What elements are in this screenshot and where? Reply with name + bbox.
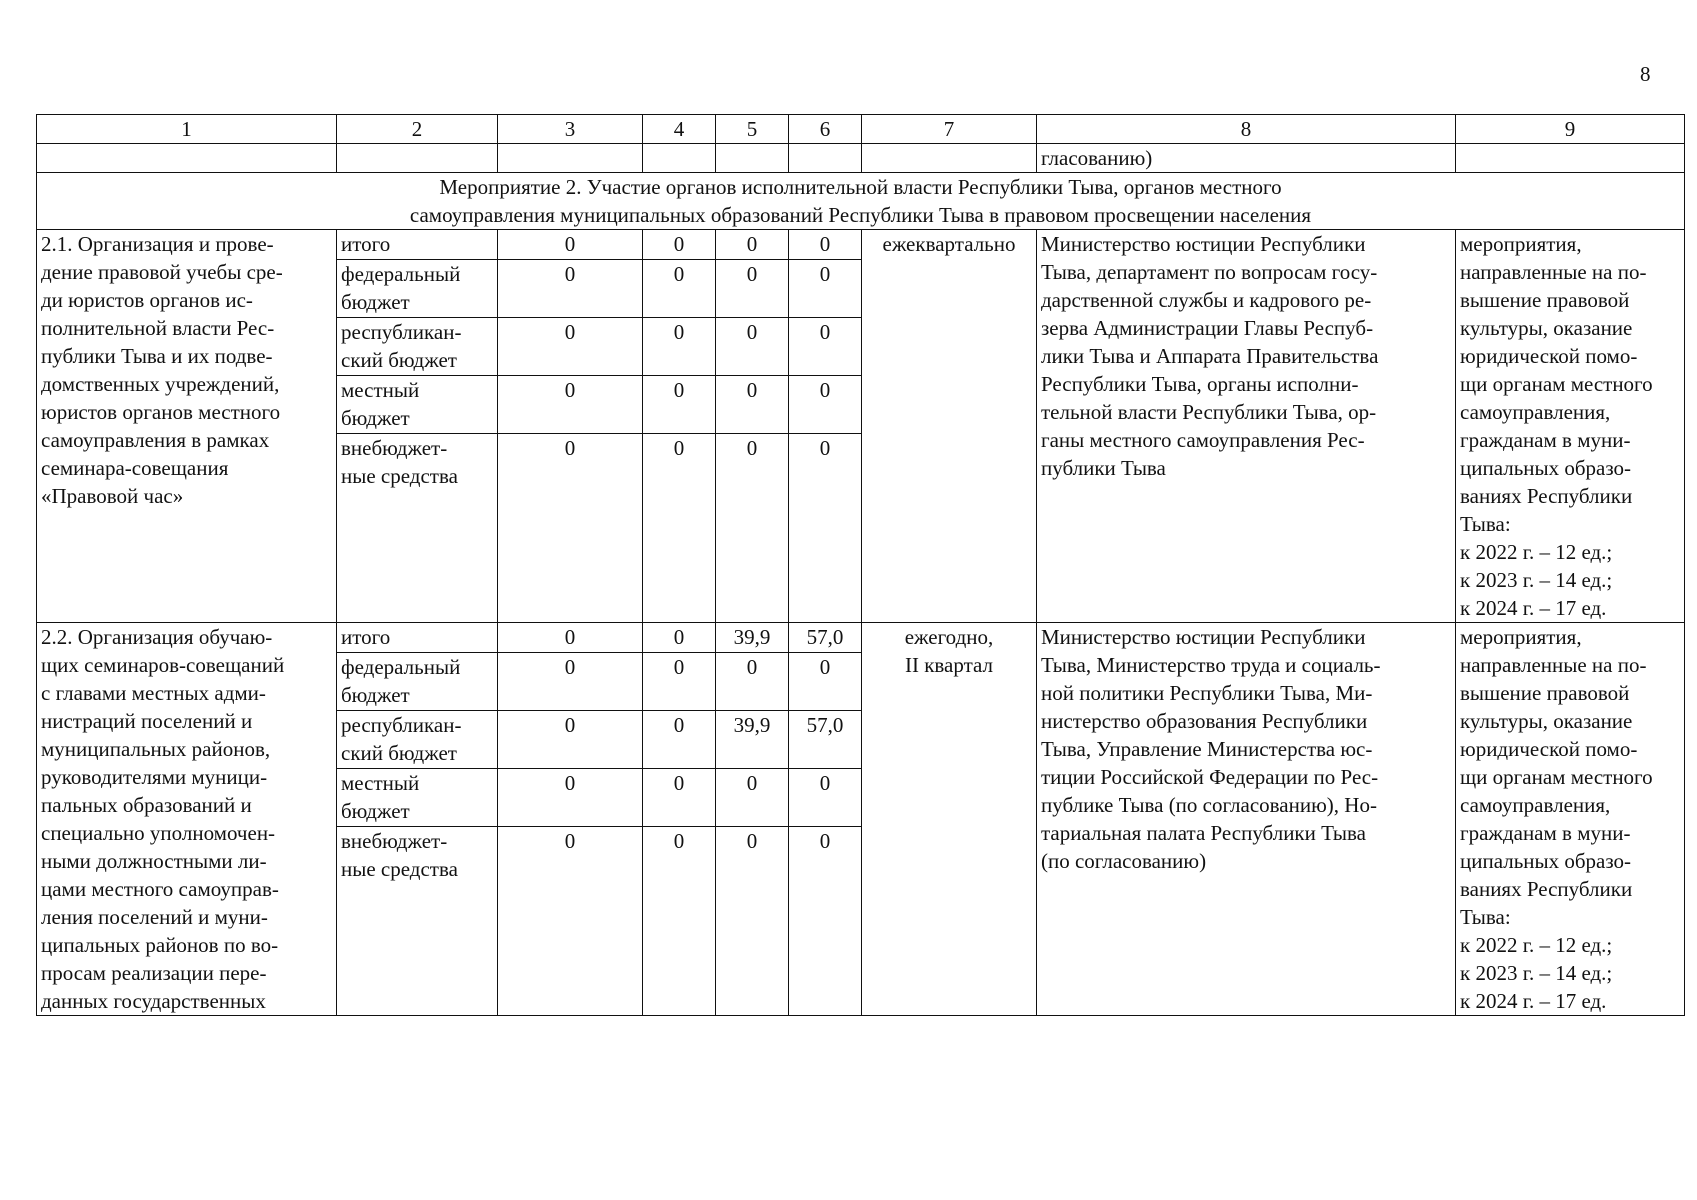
value-cell: 0	[498, 652, 643, 710]
funding-source: федеральный бюджет	[337, 259, 498, 317]
header-cell: 9	[1456, 115, 1685, 144]
value-cell: 0	[498, 827, 643, 1016]
value-cell: 0	[498, 230, 643, 260]
header-cell: 6	[789, 115, 862, 144]
value-cell: 0	[716, 375, 789, 433]
value-cell: 0	[643, 375, 716, 433]
value-cell: 0	[789, 434, 862, 623]
value-cell: 57,0	[789, 623, 862, 653]
value-cell: 0	[716, 768, 789, 826]
value-cell: 57,0	[789, 710, 862, 768]
activity-name: 2.1. Организация и прове- дение правовой учебы сре- ди юристов органов ис- полнительной власти Рес- публики Тыва и их подве- домственных учреждений, юристов органов местного самоуправления в рамках семинара-совещания «Правовой час»	[37, 230, 337, 623]
funding-source: внебюджет- ные средства	[337, 434, 498, 623]
value-cell: 0	[716, 652, 789, 710]
period: ежеквартально	[862, 230, 1037, 623]
value-cell: 0	[498, 375, 643, 433]
header-cell: 2	[337, 115, 498, 144]
table-row	[37, 230, 1685, 260]
header-cell: 4	[643, 115, 716, 144]
executors: Министерство юстиции Республики Тыва, департамент по вопросам госу- дарственной службы и кадрового ре- зерва Администрации Главы Респуб- лики Тыва и Аппарата Правительства Республики Тыва, органы исполни- тельной власти Республики Тыва, ор- ганы местного самоуправления Рес- публики Тыва	[1037, 230, 1456, 623]
value-cell: 0	[498, 317, 643, 375]
value-cell: 0	[643, 710, 716, 768]
funding-source: итого	[337, 230, 498, 260]
results: мероприятия, направленные на по- вышение правовой культуры, оказание юридической помо- щи органам местного самоуправления, гражданам в муни- ципальных образо- ваниях Республики Тыва: к 2022 г. – 12 ед.; к 2023 г. – 14 ед.; к 2024 г. – 17 ед.	[1456, 623, 1685, 1016]
value-cell: 0	[643, 317, 716, 375]
value-cell: 0	[789, 230, 862, 260]
funding-source: внебюджет- ные средства	[337, 827, 498, 1016]
period: ежегодно, II квартал	[862, 623, 1037, 1016]
value-cell: 0	[498, 259, 643, 317]
value-cell: 0	[643, 434, 716, 623]
value-cell: 0	[789, 652, 862, 710]
header-cell: 7	[862, 115, 1037, 144]
value-cell: 0	[643, 259, 716, 317]
activity-name: 2.2. Организация обучаю- щих семинаров-совещаний с главами местных адми- нистраций поселений и муниципальных районов, руководителями муници- пальных образований и специально уполномочен- ными должностными ли- цами местного самоуправ- ления поселений и муни- ципальных районов по во- просам реализации пере- данных государственных	[37, 623, 337, 1016]
value-cell: 0	[643, 230, 716, 260]
value-cell: 0	[716, 259, 789, 317]
value-cell: 0	[789, 317, 862, 375]
value-cell: 0	[498, 434, 643, 623]
table-row	[37, 623, 1685, 653]
value-cell: 0	[498, 768, 643, 826]
value-cell: 0	[789, 375, 862, 433]
value-cell: 0	[498, 623, 643, 653]
value-cell: 0	[789, 768, 862, 826]
header-cell: 8	[1037, 115, 1456, 144]
header-cell: 3	[498, 115, 643, 144]
value-cell: 0	[643, 768, 716, 826]
funding-source: итого	[337, 623, 498, 653]
results: мероприятия, направленные на по- вышение правовой культуры, оказание юридической помо- щи органам местного самоуправления, гражданам в муни- ципальных образо- ваниях Республики Тыва: к 2022 г. – 12 ед.; к 2023 г. – 14 ед.; к 2024 г. – 17 ед.	[1456, 230, 1685, 623]
value-cell: 0	[643, 827, 716, 1016]
value-cell: 39,9	[716, 710, 789, 768]
funding-source: республикан- ский бюджет	[337, 710, 498, 768]
section-title: Мероприятие 2. Участие органов исполнительной власти Республики Тыва, органов местного самоуправления муниципальных образований Республики Тыва в правовом просвещении населения	[37, 173, 1685, 230]
continuation-text: гласованию)	[1037, 144, 1456, 173]
section-row	[37, 173, 1685, 230]
program-table	[36, 114, 1685, 1016]
header-row	[37, 115, 1685, 144]
continuation-row	[37, 144, 1685, 173]
value-cell: 0	[716, 434, 789, 623]
funding-source: федеральный бюджет	[337, 652, 498, 710]
value-cell: 0	[716, 230, 789, 260]
value-cell: 0	[498, 710, 643, 768]
funding-source: республикан- ский бюджет	[337, 317, 498, 375]
page-number: 8	[1640, 62, 1651, 86]
executors: Министерство юстиции Республики Тыва, Министерство труда и социаль- ной политики Республики Тыва, Ми- нистерство образования Республики Тыва, Управление Министерства юс- тиции Российской Федерации по Рес- публике Тыва (по согласованию), Но- тариальная палата Республики Тыва (по согласованию)	[1037, 623, 1456, 1016]
value-cell: 0	[716, 827, 789, 1016]
value-cell: 0	[643, 623, 716, 653]
header-cell: 1	[37, 115, 337, 144]
value-cell: 0	[643, 652, 716, 710]
value-cell: 39,9	[716, 623, 789, 653]
funding-source: местный бюджет	[337, 768, 498, 826]
funding-source: местный бюджет	[337, 375, 498, 433]
value-cell: 0	[716, 317, 789, 375]
value-cell: 0	[789, 259, 862, 317]
value-cell: 0	[789, 827, 862, 1016]
header-cell: 5	[716, 115, 789, 144]
